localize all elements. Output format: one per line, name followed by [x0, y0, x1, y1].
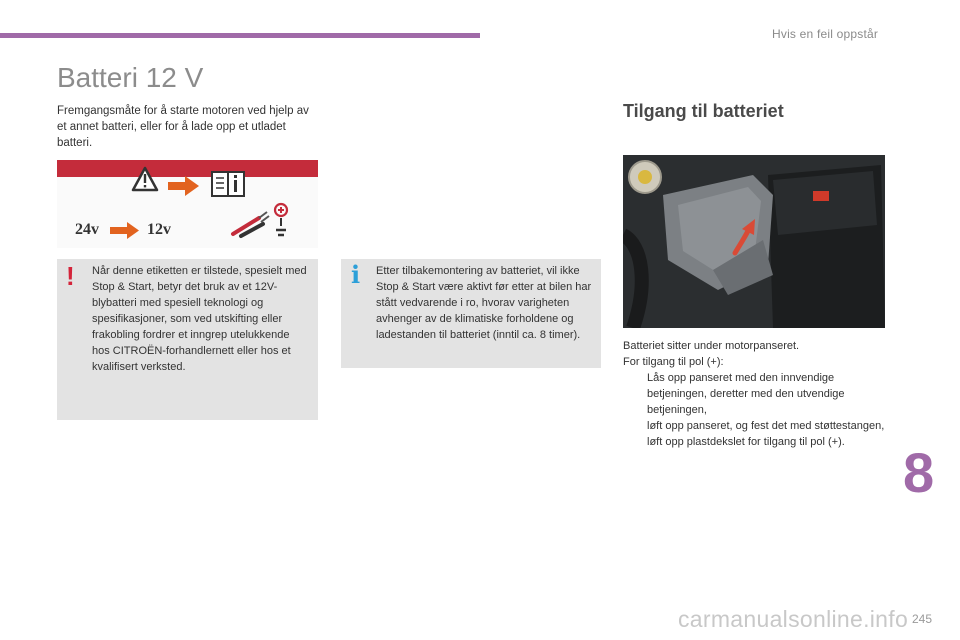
manual-book-icon	[212, 172, 244, 196]
section-header: Hvis en feil oppstår	[772, 27, 879, 41]
list-item	[623, 370, 888, 418]
top-accent-bar	[0, 33, 480, 38]
watermark: carmanualsonline.info	[678, 606, 909, 632]
label-from-voltage: 24v	[75, 221, 99, 238]
battery-polarity-icon	[275, 204, 287, 235]
engine-bay-photo	[623, 155, 885, 328]
access-line-location: Batteriet sitter under motorpanseret.	[623, 340, 800, 352]
exclamation-warning-icon: !	[66, 261, 75, 291]
engine-bay-illustration	[623, 155, 885, 328]
jumper-cables-icon	[233, 212, 269, 236]
info-icon: i	[351, 260, 361, 289]
access-line-intro: For tilgang til pol (+):	[623, 356, 724, 368]
access-steps-list	[623, 370, 888, 450]
page-title: Batteri 12 V	[57, 62, 204, 93]
warning-box	[57, 259, 318, 420]
battery-label-illustration	[57, 160, 318, 248]
access-instructions	[623, 338, 888, 450]
warning-triangle-icon	[133, 168, 157, 190]
arrow-right-icon	[168, 176, 199, 196]
chapter-number: 8	[903, 441, 935, 504]
warning-text: Når denne etiketten er tilstede, spesielt med Stop & Start, betyr det bruk av et 12V-blybatteri med spesiell teknologi og spesifikasjoner, som ved utskifting eller frakobling fordrer et inngrep utelukkende hos CITROËN-forhandlernett eller hos et kvalifisert verksted.	[92, 265, 307, 373]
info-box	[341, 259, 601, 368]
intro-paragraph: Fremgangsmåte for å starte motoren ved hjelp av et annet batteri, eller for å lade opp et utladet batteri.	[57, 105, 309, 149]
label-to-voltage: 12v	[147, 221, 171, 238]
list-item	[623, 418, 888, 434]
list-item	[623, 434, 888, 450]
step-text: Lås opp panseret med den innvendige betjeningen, deretter med den utvendige betjeningen,	[647, 372, 845, 416]
info-text: Etter tilbakemontering av batteriet, vil ikke Stop & Start være aktivt før etter at bilen har stått vedvarende i ro, hvorav varigheten avhenger av de klimatiske forholdene og ladestanden til batteriet (inntil ca. 8 timer).	[376, 265, 592, 341]
access-heading: Tilgang til batteriet	[623, 101, 784, 121]
step-text: løft opp panseret, og fest det med støttestangen,	[647, 420, 885, 432]
step-text: løft opp plastdekslet for tilgang til pol (+).	[647, 436, 845, 448]
voltage-arrow-icon	[110, 222, 139, 239]
page-number: 245	[912, 612, 933, 626]
